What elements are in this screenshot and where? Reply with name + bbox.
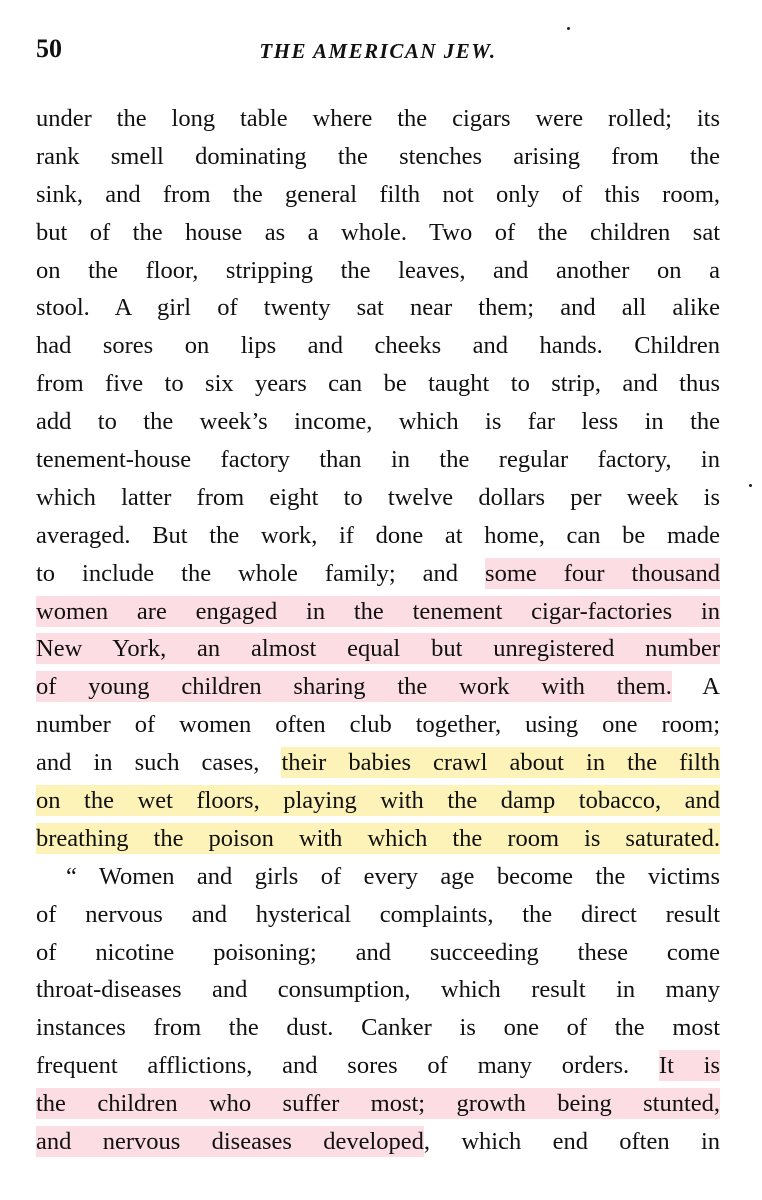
text-line [36, 100, 720, 138]
text-line [36, 138, 720, 176]
text-line [36, 403, 720, 441]
text-segment: to include the whole family; and [36, 559, 486, 587]
text-line [36, 934, 720, 972]
text-segment: add to the week’s income, which is far less in the [36, 408, 720, 436]
highlighted-yellow-segment: breathing the poison with which the room is saturated. [36, 824, 720, 852]
text-segment: throat-diseases and consumption, which result in many [36, 976, 720, 1004]
text-line [36, 479, 720, 517]
text-line [36, 289, 720, 327]
highlighted-pink-segment: of young children sharing the work with them. [36, 673, 672, 701]
text-line [36, 630, 720, 668]
print-speck [749, 484, 752, 487]
text-segment: of nicotine poisoning; and succeeding these come [36, 938, 720, 966]
text-line [36, 1123, 720, 1161]
text-line [36, 744, 720, 782]
text-segment: “ Women and girls of every age become the victims [66, 862, 720, 890]
text-line [36, 858, 720, 896]
text-segment: had sores on lips and cheeks and hands. Children [36, 332, 720, 360]
text-segment: sink, and from the general filth not only of this room, [36, 180, 720, 208]
body-text [36, 100, 720, 1161]
text-line [36, 1047, 720, 1085]
text-line [36, 668, 720, 706]
text-line [36, 896, 720, 934]
text-segment: but of the house as a whole. Two of the children sat [36, 218, 720, 246]
text-line [36, 820, 720, 858]
text-line [36, 555, 720, 593]
running-title: THE AMERICAN JEW. [259, 39, 497, 63]
highlighted-yellow-segment: their babies crawl about in the filth [281, 749, 720, 777]
text-line [36, 327, 720, 365]
text-segment: stool. A girl of twenty sat near them; and all alike [36, 294, 720, 322]
text-line [36, 971, 720, 1009]
text-line [36, 1009, 720, 1047]
text-segment: , which end often in [423, 1128, 720, 1156]
text-line [36, 441, 720, 479]
text-segment: which latter from eight to twelve dollars per week is [36, 483, 720, 511]
page-header [36, 32, 720, 72]
highlighted-yellow-segment: on the wet floors, playing with the damp tobacco, and [36, 787, 720, 815]
text-segment: rank smell dominating the stenches arising from the [36, 142, 720, 170]
text-segment: on the floor, stripping the leaves, and another on a [36, 256, 720, 284]
text-segment: from five to six years can be taught to strip, and thus [36, 370, 720, 398]
text-segment: under the long table where the cigars were rolled; its [36, 105, 720, 132]
text-line [36, 782, 720, 820]
highlighted-pink-segment: and nervous diseases developed [36, 1128, 424, 1156]
highlighted-pink-segment: New York, an almost equal but unregistered number [36, 635, 720, 663]
highlighted-pink-segment: It is [658, 1052, 720, 1080]
text-segment: number of women often club together, using one room; [36, 711, 720, 739]
text-line [36, 593, 720, 631]
text-line [36, 252, 720, 290]
text-line [36, 1085, 720, 1123]
text-line [36, 176, 720, 214]
text-line [36, 365, 720, 403]
text-line [36, 517, 720, 555]
highlighted-pink-segment: some four thousand [485, 559, 721, 587]
highlighted-pink-segment: the children who suffer most; growth being stunted, [36, 1090, 720, 1118]
print-speck [567, 27, 570, 30]
text-segment: frequent afflictions, and sores of many orders. [36, 1052, 659, 1080]
text-segment: instances from the dust. Canker is one of the most [36, 1014, 720, 1042]
text-segment: averaged. But the work, if done at home, can be made [36, 521, 720, 549]
text-segment: of nervous and hysterical complaints, the direct result [36, 900, 720, 928]
text-segment: tenement-house factory than in the regular factory, in [36, 446, 720, 474]
text-line [36, 706, 720, 744]
text-segment: A [671, 673, 720, 701]
highlighted-pink-segment: women are engaged in the tenement cigar-factories in [36, 597, 720, 625]
text-line [36, 214, 720, 252]
text-segment: and in such cases, [36, 749, 282, 777]
page-number: 50 [36, 34, 62, 63]
